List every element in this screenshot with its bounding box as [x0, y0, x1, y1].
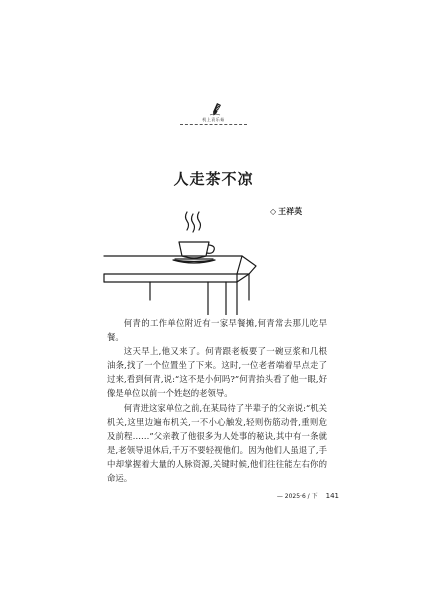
paragraph: 这天早上,他又来了。何青跟老板要了一碗豆浆和几根油条,找了一个位置坐了下来。这时,一位老者端着早点走了过来,看到何青,说:“这不是小何吗?”何青抬头看了他一眼,好像是单位以前一个姓赵的老领导。: [107, 346, 327, 399]
article-body: [107, 316, 327, 485]
coffee-cup-on-table-icon: [100, 200, 260, 315]
page-footer: [277, 491, 339, 500]
paragraph: 何青的工作单位附近有一家早餐摊,何青常去那儿吃早餐。: [107, 318, 327, 343]
article-title: 人走茶不凉: [173, 170, 254, 188]
issue-label: — 2025·6 / 下: [276, 493, 318, 500]
pen-nib-icon: [208, 102, 224, 116]
paragraph: 何青进这家单位之前,在某局待了半辈子的父亲说:“机关机关,这里边遍布机关,一不小心触发,轻则伤筋动骨,重则危及前程……”父亲教了他很多为人处事的秘诀,其中有一条就是,老领导退休后,千万不要轻视他们。因为他们人虽退了,手中却掌握着大量的人脉资源,关键时候,他们往往能左右你的命运。: [107, 402, 327, 484]
section-name: 机上袁乐茹: [202, 117, 225, 122]
author-marker: ◇: [270, 207, 277, 216]
author-name: 王祥英: [278, 207, 303, 216]
author-byline: [270, 206, 302, 217]
header-divider: [180, 124, 247, 125]
page-number: 141: [325, 492, 339, 500]
page-header: [0, 0, 427, 130]
